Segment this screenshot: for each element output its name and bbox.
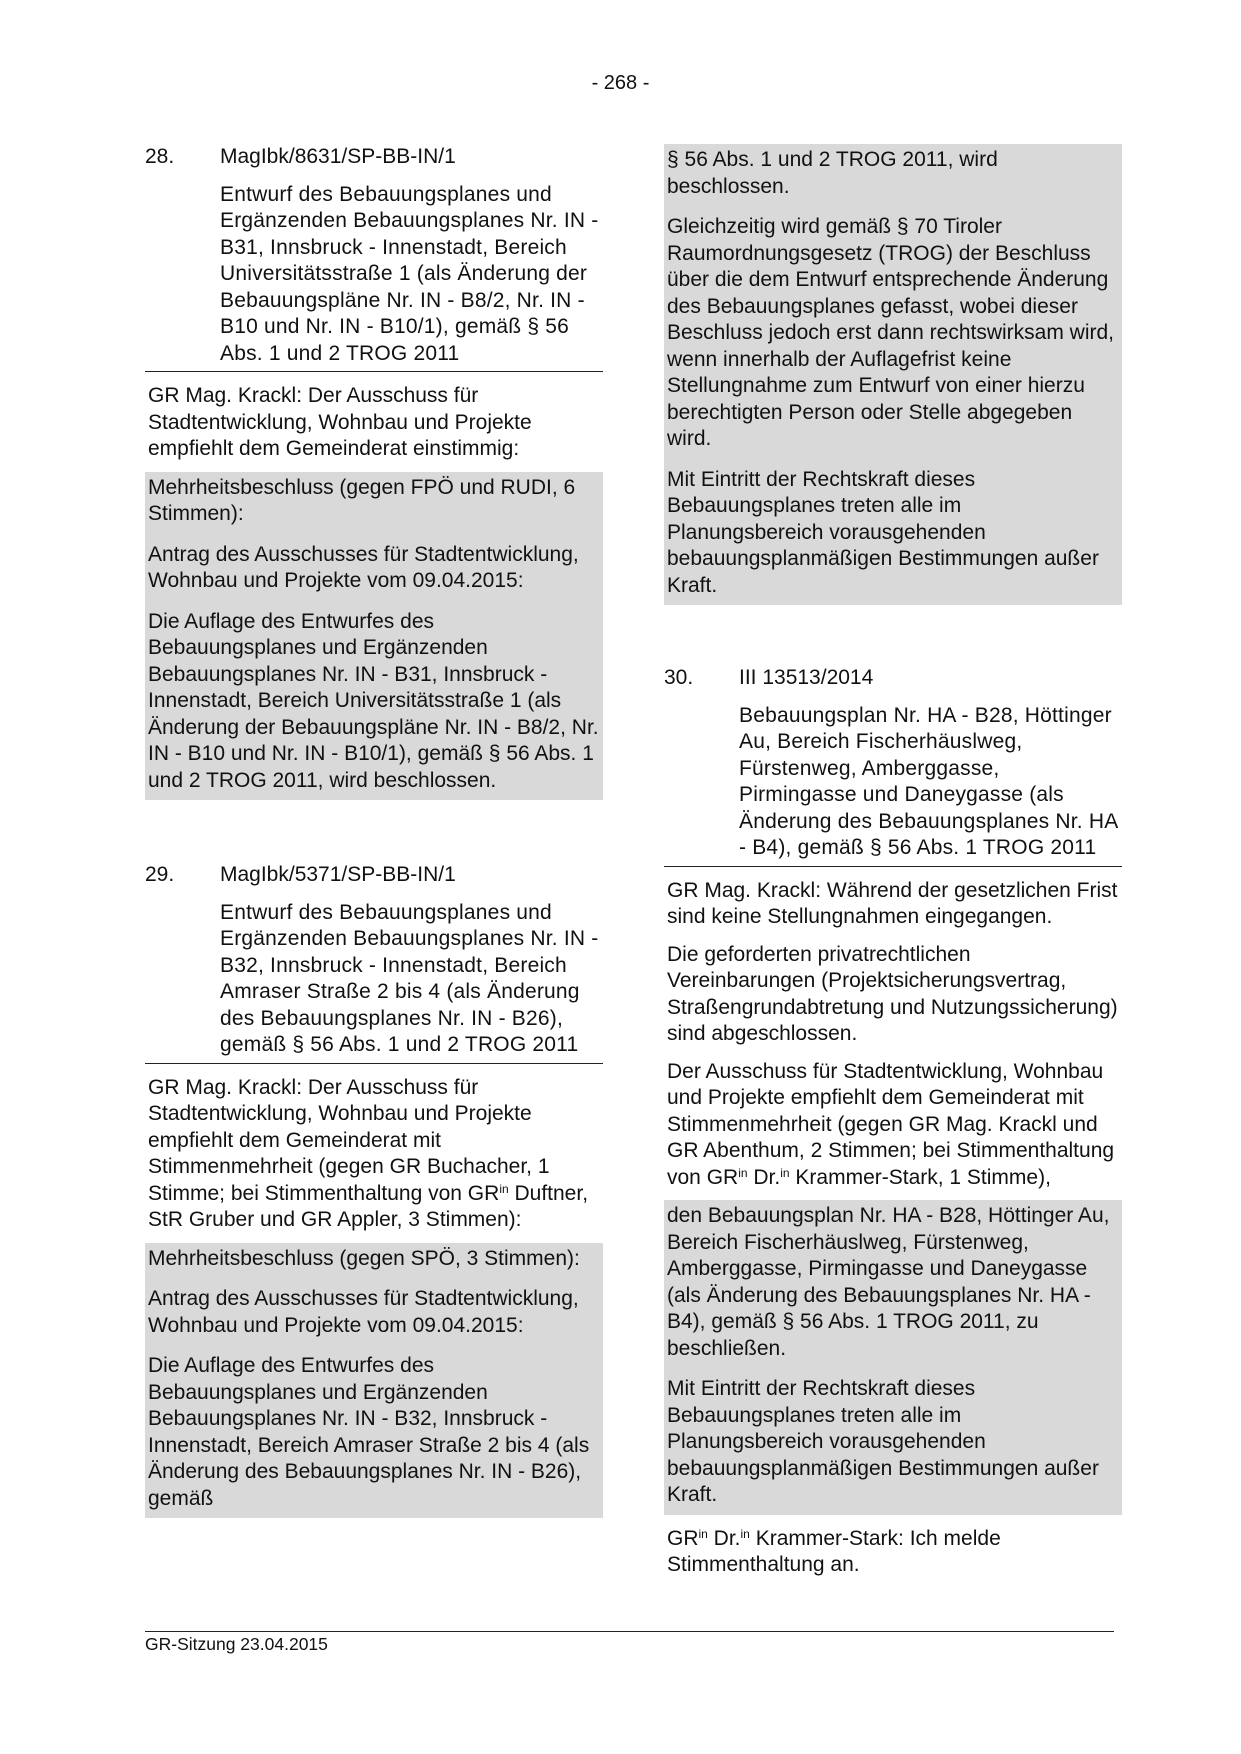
- divider: [145, 371, 603, 372]
- continued-resolution-block: [664, 144, 1122, 605]
- footer-session-date: GR-Sitzung 23.04.2015: [145, 1634, 328, 1654]
- decision-block: [145, 1243, 603, 1519]
- page-number: - 268 -: [591, 72, 650, 94]
- item-number: 30.: [664, 666, 694, 689]
- item-number: 28.: [145, 145, 175, 168]
- effect-clause: Mit Eintritt der Rechtskraft dieses Bebauungsplanes treten alle im Planungsbereich vorausgehenden bebauungsplanmäßigen Bestimmungen außer Kraft.: [667, 1377, 1099, 1506]
- agenda-item-29: [145, 862, 603, 1518]
- item-title: Entwurf des Bebauungsplanes und Ergänzenden Bebauungsplanes Nr. IN - B31, Innsbruck - Innenstadt, Bereich Universitätsstraße 1 (als Änderung der Bebauungspläne Nr. IN - B8/2, Nr. IN - B10 und Nr. IN - B10/1), gemäß § 56 Abs. 1 und 2 TROG 2011: [220, 182, 599, 365]
- simultaneous-resolution: Gleichzeitig wird gemäß § 70 Tiroler Raumordnungsgesetz (TROG) der Beschluss über die dem Entwurf entsprechende Änderung des Bebauungsplanes gefasst, wobei dieser Beschluss jedoch erst dann rechtswirksam wird, wenn innerhalb der Auflagefrist keine Stellungnahme zum Entwurf von einer hierzu berechtigten Person oder Stelle abgegeben wird.: [667, 215, 1115, 450]
- resolution-text: den Bebauungsplan Nr. HA - B28, Höttinger Au, Bereich Fischerhäuslweg, Fürstenweg, Amberggasse, Pirmingasse und Daneygasse (als Änderung des Bebauungsplanes Nr. HA - B4), gemäß § 56 Abs. 1 TROG 2011, zu beschließen.: [667, 1204, 1110, 1360]
- effect-clause: Mit Eintritt der Rechtskraft dieses Bebauungsplanes treten alle im Planungsbereich vorausgehenden bebauungsplanmäßigen Bestimmungen außer Kraft.: [667, 467, 1099, 597]
- speaker-statement: GR Mag. Krackl: Während der gesetzlichen Frist sind keine Stellungnahmen eingegangen.: [667, 878, 1118, 928]
- agenda-item-30: [664, 665, 1122, 1579]
- item-header: [145, 862, 603, 889]
- item-reference: III 13513/2014: [739, 666, 874, 689]
- item-title: Bebauungsplan Nr. HA - B28, Höttinger Au, Bereich Fischerhäuslweg, Fürstenweg, Amberggasse, Pirmingasse und Daneygasse (als Änderung des Bebauungsplanes Nr. HA - B4), gemäß § 56 Abs. 1 TROG 2011: [739, 703, 1118, 859]
- item-number: 29.: [145, 863, 175, 886]
- resolution-text: Die Auflage des Entwurfes des Bebauungsplanes und Ergänzenden Bebauungsplanes Nr. IN - B31, Innsbruck - Innenstadt, Bereich Universitätsstraße 1 (als Änderung der Bebauungspläne Nr. IN - B8/2, Nr. IN - B10 und Nr. IN - B10/1), gemäß § 56 Abs. 1 und 2 TROG 2011, wird beschlossen.: [148, 609, 599, 792]
- motion-text: Antrag des Ausschusses für Stadtentwicklung, Wohnbau und Projekte vom 09.04.2015:: [148, 542, 579, 592]
- decision-text: Mehrheitsbeschluss (gegen SPÖ, 3 Stimmen):: [148, 1246, 580, 1270]
- committee-recommendation: Der Ausschuss für Stadtentwicklung, Wohnbau und Projekte empfiehlt dem Gemeinderat mit Stimmenmehrheit (gegen GR Mag. Krackl und GR Abenthum, 2 Stimmen; bei Stimmenthaltung von $GR^{in}$ Dr.$^{in}$ Krammer-Stark, 1 Stimme),: [667, 1059, 1115, 1189]
- agenda-item-28: [145, 144, 603, 800]
- left-column: [145, 144, 603, 1518]
- footer-divider: [145, 1631, 1114, 1632]
- divider: [145, 1063, 603, 1064]
- speaker-statement: GR Mag. Krackl: Der Ausschuss für Stadtentwicklung, Wohnbau und Projekte empfiehlt dem Gemeinderat mit Stimmenmehrheit (gegen GR Buchacher, 1 Stimme; bei Stimmenthaltung von $GR^{in}$ Duftner, StR Gruber und GR Appler, 3 Stimmen):: [148, 1075, 589, 1231]
- abstention-statement: $GR^{in}$ Dr.$^{in}$ Krammer-Stark: Ich melde Stimmenthaltung an.: [667, 1526, 1001, 1576]
- item-header: [664, 665, 1122, 692]
- motion-text: Antrag des Ausschusses für Stadtentwicklung, Wohnbau und Projekte vom 09.04.2015:: [148, 1287, 579, 1337]
- resolution-continuation: § 56 Abs. 1 und 2 TROG 2011, wird beschlossen.: [667, 148, 998, 198]
- agreements-text: Die geforderten privatrechtlichen Vereinbarungen (Projektsicherungsvertrag, Straßengrundabtretung und Nutzungssicherung) sind abgeschlossen.: [667, 942, 1118, 1045]
- item-reference: MagIbk/5371/SP-BB-IN/1: [220, 863, 456, 886]
- resolution-text: Die Auflage des Entwurfes des Bebauungsplanes und Ergänzenden Bebauungsplanes Nr. IN - B32, Innsbruck - Innenstadt, Bereich Amraser Straße 2 bis 4 (als Änderung des Bebauungsplanes Nr. IN - B26), gemäß: [148, 1354, 590, 1510]
- decision-block: [664, 1200, 1122, 1515]
- item-header: [145, 144, 603, 171]
- item-reference: MagIbk/8631/SP-BB-IN/1: [220, 145, 456, 168]
- item-title: Entwurf des Bebauungsplanes und Ergänzenden Bebauungsplanes Nr. IN - B32, Innsbruck - Innenstadt, Bereich Amraser Straße 2 bis 4 (als Änderung des Bebauungsplanes Nr. IN - B26), gemäß § 56 Abs. 1 und 2 TROG 2011: [220, 900, 599, 1056]
- divider: [664, 866, 1122, 867]
- speaker-statement: GR Mag. Krackl: Der Ausschuss für Stadtentwicklung, Wohnbau und Projekte empfiehlt dem Gemeinderat einstimmig:: [148, 384, 532, 460]
- decision-text: Mehrheitsbeschluss (gegen FPÖ und RUDI, 6 Stimmen):: [148, 475, 576, 525]
- decision-block: [145, 472, 603, 801]
- right-column: [664, 144, 1122, 1579]
